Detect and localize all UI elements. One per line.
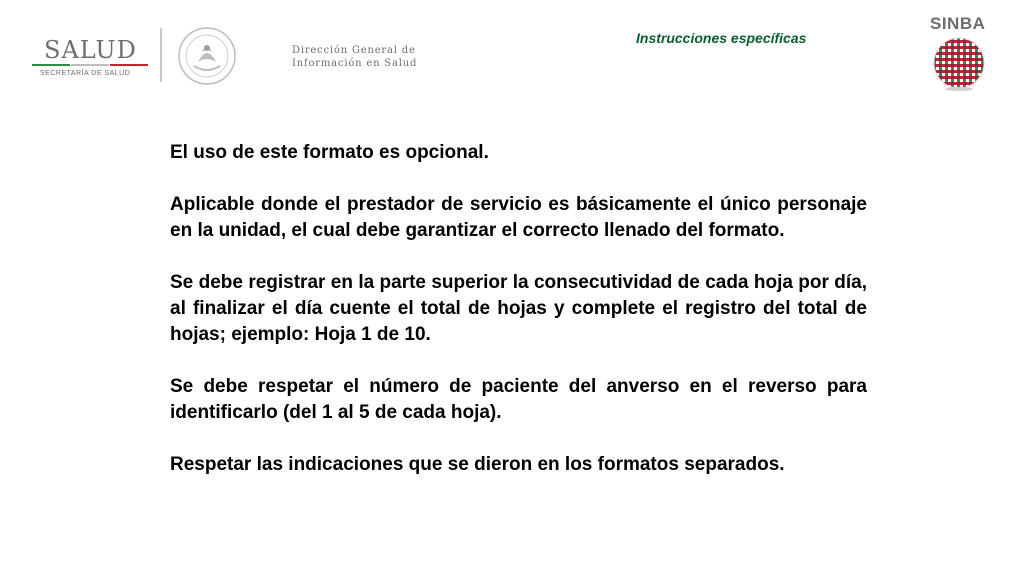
salud-logo-stripes — [32, 64, 148, 68]
instructions-body — [170, 140, 867, 504]
instruction-paragraph-5: Respetar las indicaciones que se dieron en los formatos separados. — [170, 454, 785, 475]
dgis-line-1: Dirección General de — [292, 45, 416, 56]
dgis-line-2: Información en Salud — [292, 58, 418, 69]
mexico-seal-icon — [176, 26, 238, 86]
sinba-globe-icon — [930, 34, 988, 92]
instruction-paragraph-1: El uso de este formato es opcional. — [170, 142, 489, 163]
salud-logo-subtitle: SECRETARÍA DE SALUD — [40, 70, 131, 77]
salud-logo — [28, 28, 152, 84]
dgis-logo-text — [292, 44, 417, 70]
slide-header — [0, 0, 1024, 100]
sinba-logo-word: SINBA — [930, 14, 986, 33]
header-divider — [160, 28, 162, 82]
salud-logo-word: SALUD — [44, 36, 137, 64]
section-title: Instrucciones específicas — [636, 30, 807, 46]
instruction-paragraph-3: Se debe registrar en la parte superior la consecutividad de cada hoja por día, al finalizar el día cuente el total de hojas y complete el registro del total de hojas; ejemplo: Hoja 1 de 10. — [170, 272, 867, 345]
instruction-paragraph-4: Se debe respetar el número de paciente del anverso en el reverso para identificarlo (del 1 al 5 de cada hoja). — [170, 376, 867, 423]
instruction-paragraph-2: Aplicable donde el prestador de servicio es básicamente el único personaje en la unidad, el cual debe garantizar el correcto llenado del formato. — [170, 194, 867, 241]
